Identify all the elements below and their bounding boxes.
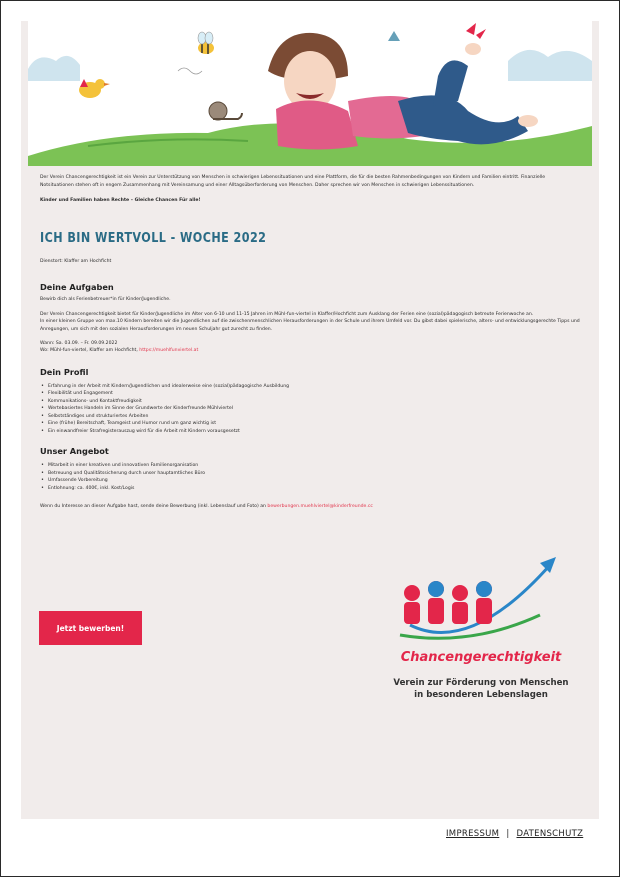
offer-heading: Unser Angebot [40, 446, 109, 457]
cloud-right [508, 50, 592, 81]
datenschutz-link[interactable]: DATENSCHUTZ [516, 829, 584, 839]
profile-list [40, 383, 580, 436]
job-location: Dienstort: Klaffer am Hochficht [40, 259, 112, 264]
profile-heading: Dein Profil [40, 366, 89, 377]
apply-text [40, 503, 580, 510]
list-item: • Entlohnung: ca. 400€, inkl. Kost/Logis [40, 485, 580, 493]
impressum-link[interactable]: IMPRESSUM [446, 829, 500, 839]
intro-slogan: Kinder und Familien haben Rechte – Gleiche Chancen Für alle! [40, 198, 201, 203]
snail-icon [209, 102, 242, 120]
muehlfunviertel-link[interactable]: https://muehlfunviertel.at [139, 348, 199, 354]
logo-brand: Chancengerechtigkeit [400, 650, 562, 665]
bee-icon [198, 32, 214, 54]
main-content [40, 174, 580, 511]
apply-text-prefix: Wenn du Interesse an dieser Aufgabe hast, sende deine Bewerbung (inkl. Lebenslauf und Foto) an [40, 504, 266, 510]
list-item: • Ein einwandfreier Strafregisterauszug wird für die Arbeit mit Kindern vorausgesetzt [40, 428, 580, 436]
tasks-where-text: Wo: Mühl-fun-viertel, Klaffer am Hochficht, [40, 348, 138, 354]
hero-illustration [28, 21, 592, 166]
list-item: • Wertebasiertes Handeln im Sinne der Grundwerte der Kinderfreunde Mühlviertel [40, 405, 580, 413]
footer-separator: | [506, 829, 510, 839]
footer-nav [446, 829, 583, 839]
offer-list [40, 462, 580, 492]
logo-tagline-2: in besonderen Lebenslagen [414, 690, 548, 700]
job-title: ICH BIN WERTVOLL - WOCHE 2022 [40, 231, 267, 246]
list-item: • Betreuung und Qualitätssicherung durch unser hauptamtliches Büro [40, 470, 580, 478]
tasks-heading: Deine Aufgaben [40, 282, 114, 293]
cloud-left [28, 56, 80, 81]
girl-illustration [268, 33, 538, 150]
list-item: • Umfassende Vorbereitung [40, 477, 580, 485]
tasks-where [40, 347, 580, 354]
tasks-line2: Der Verein Chancengerechtigkeit bietet für Kinder/Jugendliche im Alter von 6-10 und 11-15 Jahren im Mühl-fun-viertel in Klaffer/Hochficht zum Ausklang der Ferien eine (sozial)pädagogisch betreute Ferienwoche an. [40, 311, 534, 317]
apply-email-link[interactable]: bewerbungen.muehlviertel@kinderfreunde.cc [267, 504, 373, 510]
logo-tagline-1: Verein zur Förderung von Menschen [393, 678, 569, 688]
intro-paragraph: Der Verein Chancengerechtigkeit ist ein Verein zur Unterstützung von Menschen in schwierigen Lebenssituationen und eine Plattform, die für die besten Rahmenbedingungen von Kindern und Familien eintritt. Finanzielle Notsituationen stehen oft in engem Zusammenhang mit Vereinsamung und einer Alltagsüberforderung von Menschen. Daher sprechen wir von Menschen in schwierigen Lebenssituationen. [40, 175, 546, 188]
list-item: • Mitarbeit in einer kreativen und innovativen Familienorganisation [40, 462, 580, 470]
list-item: • Erfahrung in der Arbeit mit Kindern/Jugendlichen und idealerweise eine (sozial)pädagogische Ausbildung [40, 383, 580, 391]
list-item: • Selbstständiges und strukturiertes Arbeiten [40, 413, 580, 421]
apply-button[interactable]: Jetzt bewerben! [39, 611, 142, 645]
butterfly-icon [466, 23, 486, 39]
tasks-line1: Bewirb dich als Ferienbetreuer*in für Kinder/Jugendliche. [40, 297, 171, 303]
tasks-line3: In einer kleinen Gruppe von max.10 Kindern bereiten wir die Jugendlichen auf die zwischenmenschlichen Herausforderungen in der Schule und ihrem Umfeld vor. Du gibst dabei spielerische, alters- und entwicklungsgerechte Tipps und Anregungen, um sich mit den sozialen Herausforderungen im neuen Schuljahr gut zurecht zu finden. [40, 319, 580, 332]
tasks-date: Wann: Sa. 03.09. – Fr. 09.09.2022 [40, 341, 118, 347]
bird-icon [79, 79, 110, 98]
list-item: • Kommunikations- und Kontaktfreudigkeit [40, 398, 580, 406]
list-item: • Flexibilität und Engagement [40, 390, 580, 398]
list-item: • Eine (frühe) Bereitschaft, Teamgeist und Humor rund um ganz wichtig ist [40, 420, 580, 428]
